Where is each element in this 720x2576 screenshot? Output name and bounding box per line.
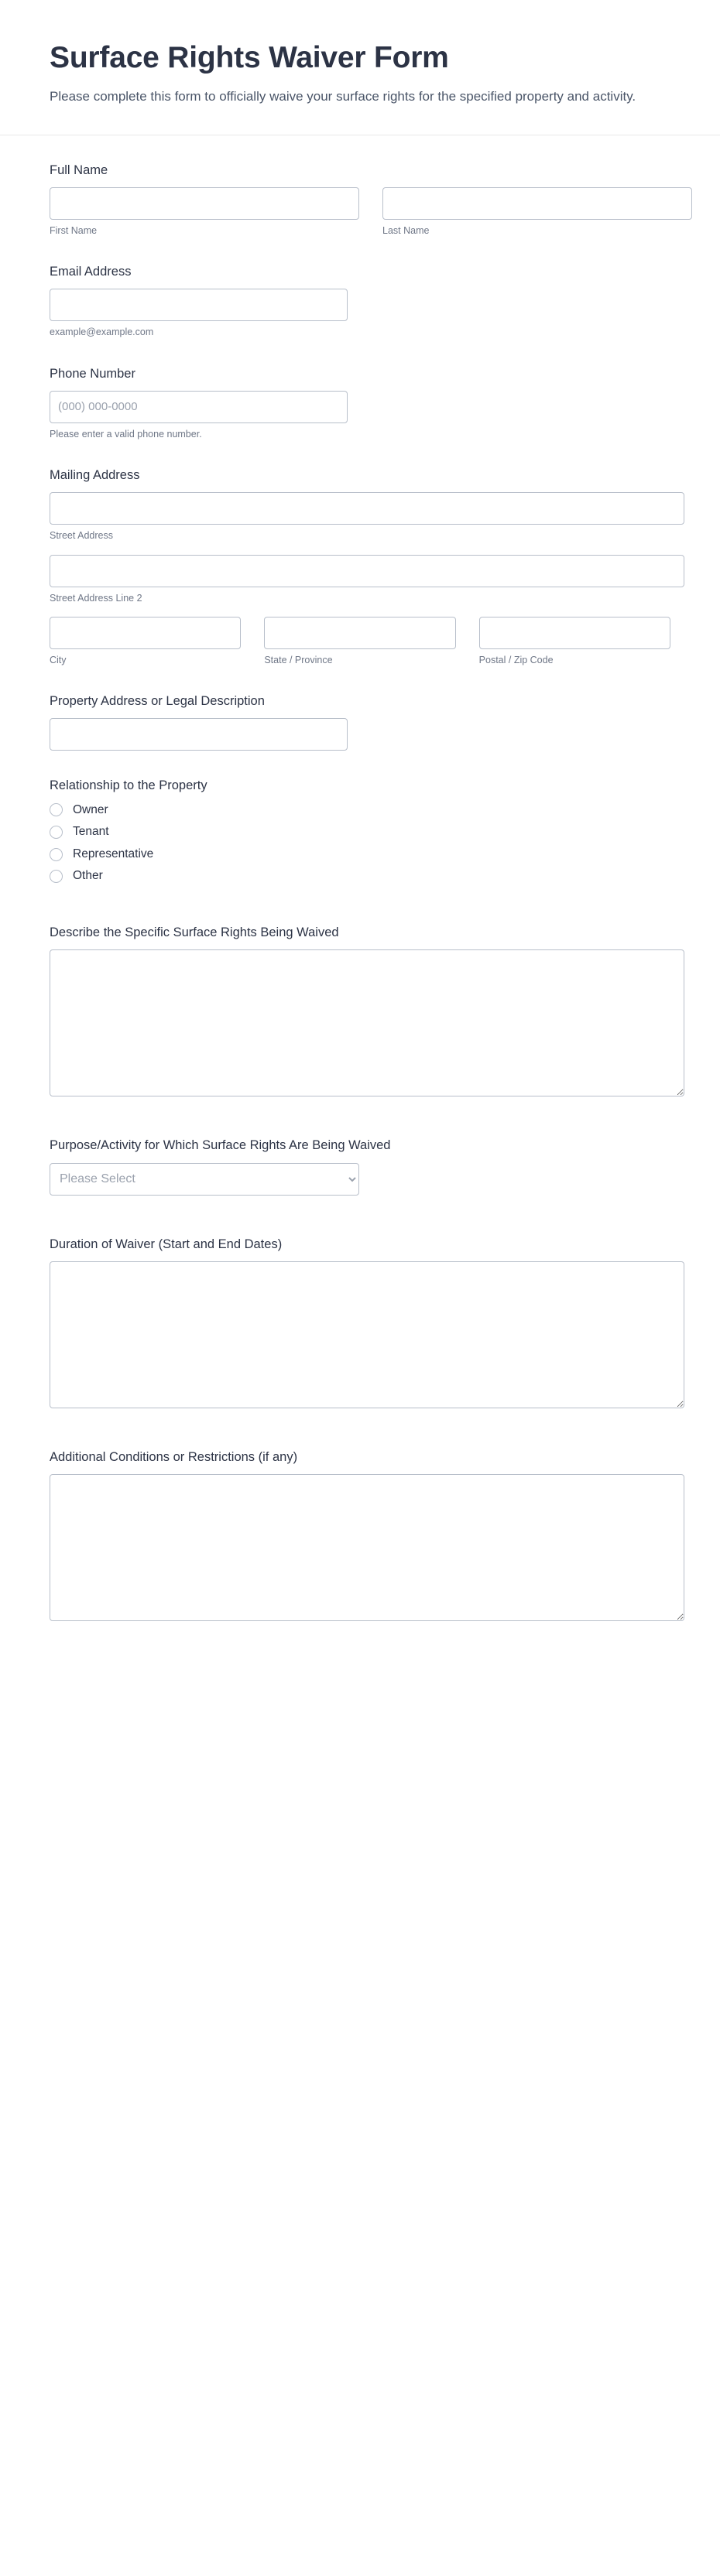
field-email xyxy=(50,263,670,339)
field-full-name xyxy=(50,162,670,238)
postal-group xyxy=(479,617,670,666)
field-conditions xyxy=(50,1449,670,1621)
section-spacer xyxy=(50,1222,670,1236)
relationship-label: Relationship to the Property xyxy=(50,778,207,793)
street-address-group xyxy=(50,492,670,542)
phone-label: Phone Number xyxy=(50,366,135,381)
relationship-option-owner[interactable] xyxy=(50,803,670,818)
field-duration xyxy=(50,1236,670,1408)
conditions-textarea[interactable] xyxy=(50,1474,684,1621)
state-sublabel: State / Province xyxy=(264,654,333,665)
email-input[interactable] xyxy=(50,289,348,321)
postal-code-sublabel: Postal / Zip Code xyxy=(478,654,554,665)
property-address-input[interactable] xyxy=(50,718,348,751)
state-group xyxy=(264,617,455,666)
field-relationship xyxy=(50,777,670,884)
section-spacer xyxy=(50,1435,670,1449)
state-input[interactable] xyxy=(264,617,455,649)
street-address-2-group xyxy=(50,555,670,604)
street-address-2-input[interactable] xyxy=(50,555,684,587)
purpose-label: Purpose/Activity for Which Surface Rights Are Being Waived xyxy=(50,1138,391,1153)
street-address-2-sublabel: Street Address Line 2 xyxy=(50,592,142,604)
city-sublabel: City xyxy=(50,654,67,665)
field-describe-rights xyxy=(50,924,670,1096)
page-title: Surface Rights Waiver Form xyxy=(50,41,449,74)
conditions-label: Additional Conditions or Restrictions (if any) xyxy=(50,1449,298,1464)
relationship-option-label: Representative xyxy=(73,847,154,860)
last-name-input[interactable] xyxy=(382,187,692,220)
field-mailing-address xyxy=(50,467,670,666)
property-address-label: Property Address or Legal Description xyxy=(50,694,265,709)
full-name-row xyxy=(50,187,670,237)
relationship-option-representative[interactable] xyxy=(50,847,670,862)
phone-sublabel: Please enter a valid phone number. xyxy=(50,428,202,440)
first-name-group xyxy=(50,187,359,237)
email-sublabel: example@example.com xyxy=(50,327,154,338)
describe-rights-textarea[interactable] xyxy=(50,949,684,1096)
phone-input[interactable] xyxy=(50,391,348,423)
city-input[interactable] xyxy=(50,617,241,649)
radio-icon[interactable] xyxy=(50,870,63,883)
section-spacer xyxy=(50,1123,670,1137)
mailing-address-label: Mailing Address xyxy=(50,468,140,483)
postal-code-input[interactable] xyxy=(479,617,670,649)
field-phone xyxy=(50,365,670,441)
relationship-option-tenant[interactable] xyxy=(50,825,670,840)
relationship-option-label: Owner xyxy=(73,802,108,816)
form-header xyxy=(0,0,720,135)
last-name-group xyxy=(382,187,692,237)
street-address-sublabel: Street Address xyxy=(50,530,113,542)
city-state-zip-row xyxy=(50,617,670,666)
first-name-sublabel: First Name xyxy=(50,224,98,236)
last-name-sublabel: Last Name xyxy=(382,224,430,236)
field-purpose xyxy=(50,1137,670,1195)
full-name-label: Full Name xyxy=(50,162,108,177)
page-subtitle: Please complete this form to officially waive your surface rights for the specified property and activity. xyxy=(50,89,636,104)
first-name-input[interactable] xyxy=(50,187,359,220)
relationship-radio-group xyxy=(50,803,670,884)
field-property-address xyxy=(50,693,670,751)
email-label: Email Address xyxy=(50,265,132,279)
purpose-select[interactable] xyxy=(50,1163,359,1196)
form-body xyxy=(0,135,720,1679)
relationship-option-label: Tenant xyxy=(73,825,109,839)
city-group xyxy=(50,617,241,666)
radio-icon[interactable] xyxy=(50,803,63,816)
describe-rights-label: Describe the Specific Surface Rights Being Waived xyxy=(50,925,339,939)
radio-icon[interactable] xyxy=(50,826,63,839)
street-address-input[interactable] xyxy=(50,492,684,525)
duration-textarea[interactable] xyxy=(50,1261,684,1408)
relationship-option-label: Other xyxy=(73,869,103,883)
relationship-option-other[interactable] xyxy=(50,869,670,884)
section-spacer xyxy=(50,910,670,924)
radio-icon[interactable] xyxy=(50,848,63,861)
duration-label: Duration of Waiver (Start and End Dates) xyxy=(50,1237,283,1251)
